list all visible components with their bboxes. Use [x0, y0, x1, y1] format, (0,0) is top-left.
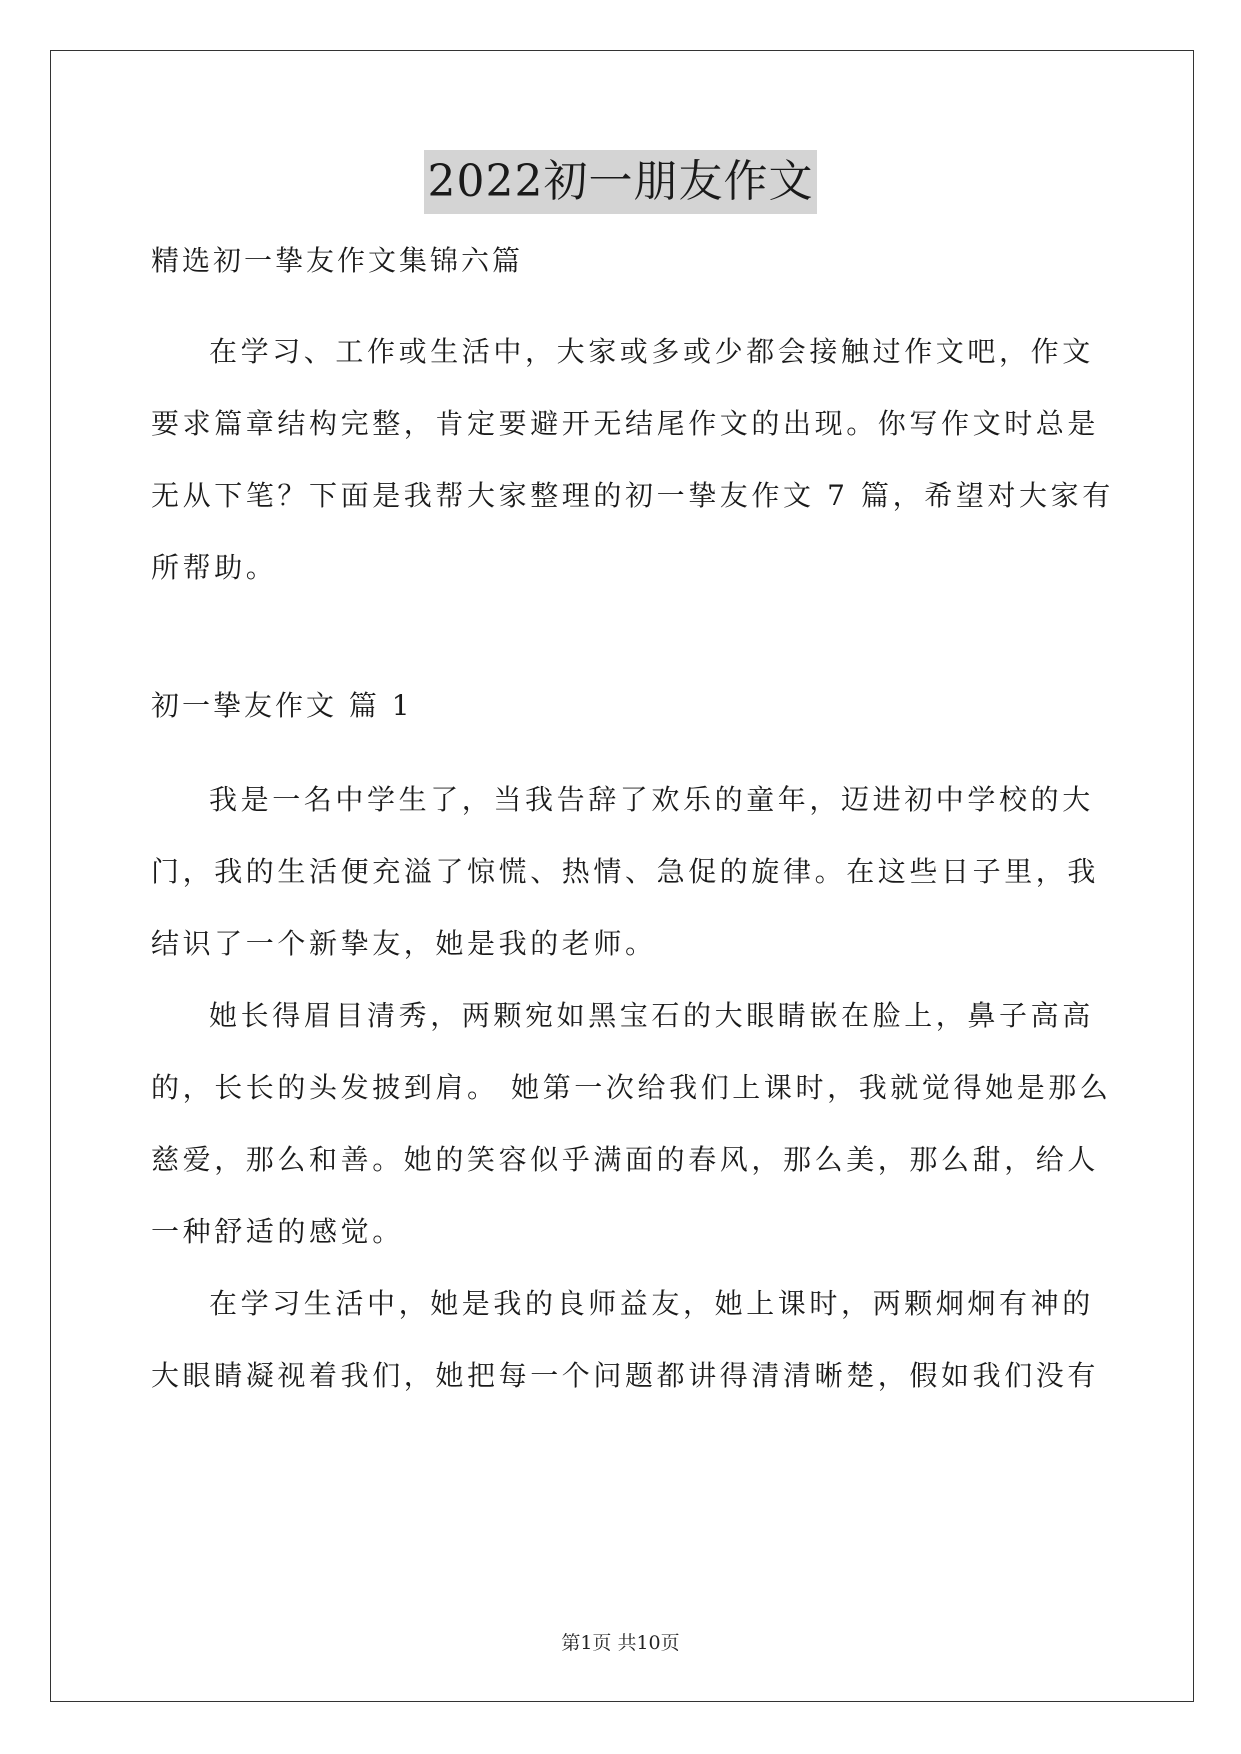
paragraph [151, 764, 1100, 980]
section-heading: 初一挚友作文 篇 1 [151, 689, 413, 722]
paragraph-line: 结识了一个新挚友，她是我的老师。 [151, 927, 657, 960]
paragraph [151, 1268, 1100, 1412]
intro-line: 无从下笔？下面是我帮大家整理的初一挚友作文 7 篇，希望对大家有 [151, 479, 1114, 512]
paragraph-line: 门，我的生活便充溢了惊慌、热情、急促的旋律。在这些日子里，我 [151, 855, 1100, 888]
page-footer: 第1页 共10页 [561, 1632, 680, 1654]
paragraph-line: 我是一名中学生了，当我告辞了欢乐的童年，迈进初中学校的大 [209, 783, 1094, 816]
paragraph-line: 一种舒适的感觉。 [151, 1215, 404, 1248]
paragraph-line: 她长得眉目清秀，两颗宛如黑宝石的大眼睛嵌在脸上，鼻子高高 [209, 999, 1094, 1032]
paragraph-line: 慈爱，那么和善。她的笑容似乎满面的春风，那么美，那么甜，给人 [151, 1143, 1100, 1176]
title-container [0, 150, 1241, 214]
paragraph-line: 在学习生活中，她是我的良师益友，她上课时，两颗炯炯有神的 [209, 1287, 1094, 1320]
intro-paragraph [151, 316, 1114, 604]
document-subtitle: 精选初一挚友作文集锦六篇 [151, 244, 524, 277]
document-body [151, 228, 1114, 1412]
paragraph-line: 大眼睛凝视着我们，她把每一个问题都讲得清清晰楚，假如我们没有 [151, 1359, 1100, 1392]
paragraph-line: 的，长长的头发披到肩。 她第一次给我们上课时，我就觉得她是那么 [151, 1071, 1112, 1104]
intro-line: 要求篇章结构完整，肯定要避开无结尾作文的出现。你写作文时总是 [151, 407, 1100, 440]
intro-line: 在学习、工作或生活中，大家或多或少都会接触过作文吧，作文 [209, 335, 1094, 368]
paragraph [151, 980, 1112, 1268]
intro-line: 所帮助。 [151, 551, 278, 584]
document-title: 2022初一朋友作文 [424, 150, 818, 214]
